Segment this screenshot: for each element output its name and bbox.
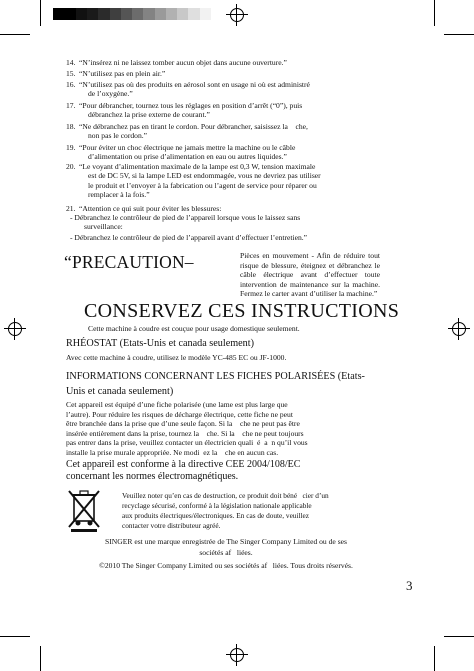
polarized-line: l’autre). Pour réduire les risques de décharge électrique, cette fiche ne peut [66,409,293,419]
registration-mark-bottom [226,644,248,666]
safety-item-line: “Pour éviter un choc électrique ne jamais mettre la machine ou le câble [79,143,296,152]
safety-item [66,80,378,99]
safety-item-line: remplacer à la fois.” [88,189,150,199]
safety-item-line: non pas le cordon.” [88,131,148,141]
color-swatch [53,8,64,20]
color-swatch [166,8,177,20]
directive-line: Cet appareil est conforme à la directive CEE 2004/108/EC [66,459,301,470]
polarized-line: insérée entièrement dans la prise, tournez la che. Si la che ne peut toujours [66,428,304,438]
conservez-subtitle: Cette machine à coudre est couçue pour usage domestique seulement. [88,324,300,333]
polarized-text [66,400,386,458]
registration-mark-top [226,4,248,26]
safety-item-line: “N’utilisez pas où des produits en aérosol sont en usage ni où est administré [79,80,310,89]
rheostat-text: Avec cette machine à coudre, utilisez le modèle YC-485 EC ou JF-1000. [66,353,287,362]
polarized-line: pas entrer dans la prise, veuillez contacter un électricien quali é a n qu’il vous [66,438,308,448]
color-swatch [155,8,166,20]
color-swatch [211,8,222,20]
safety-item-line: “Attention ce qui suit pour éviter les blessures: [79,204,222,213]
crop-mark [40,0,41,26]
registration-mark-right [448,318,470,340]
safety-item-line: “N’insérez ni ne laissez tomber aucun objet dans aucune ouverture.” [79,58,287,67]
crop-mark [434,646,435,671]
safety-item-number: 19. [66,143,76,152]
safety-item-line: “Pour débrancher, tournez tous les réglages en position d’arrêt (“0”), puis [79,101,303,110]
safety-item [66,162,378,199]
safety-item [66,58,378,67]
color-swatch [177,8,188,20]
safety-item-number: 21. [66,204,76,213]
crop-mark [0,34,30,35]
directive-line: concernant les normes électromagnétiques. [66,470,239,482]
crop-mark [434,0,435,26]
color-calibration-bar [42,8,222,20]
trademark-line: SINGER est une marque enregistrée de The Singer Company Limited ou de ses [105,537,347,546]
weee-line: Veuillez noter qu’en cas de destruction, ce produit doit béné cier d’un [122,491,329,500]
safety-item [66,143,378,162]
color-swatch [110,8,121,20]
safety-item-number: 18. [66,122,76,131]
safety-item-line: “Le voyant d’alimentation maximale de la lampe est 0,3 W, tension maximale [79,162,316,171]
dash-item-line: - Débranchez le contrôleur de pied de l’appareil lorsque vous le laissez sans [70,213,301,222]
precaution-title: “PRECAUTION– [64,252,194,272]
polarized-line: Cet appareil est équipé d’une fiche polarisée (une lame est plus large que [66,400,288,409]
safety-item [66,122,378,141]
safety-item [66,204,378,213]
dash-item [70,213,380,232]
safety-item-number: 14. [66,58,76,67]
conservez-title: CONSERVEZ CES INSTRUCTIONS [84,300,400,322]
color-swatch [76,8,87,20]
directive-statement [66,459,384,482]
safety-item-number: 15. [66,69,76,78]
safety-item-line: “Ne débranchez pas en tirant le cordon. Pour débrancher, saisissez la che, [79,122,308,131]
rheostat-heading: RHÉOSTAT (Etats-Unis et canada seulement) [66,338,254,349]
crop-mark [40,646,41,671]
crossed-out-wheelie-bin-icon [66,489,102,533]
dash-item-line: - Débranchez le contrôleur de pied de l’appareil avant d’effectuer l’entretien.” [70,233,308,242]
polarized-heading-line: Unis et canada seulement) [66,386,174,397]
page-number: 3 [406,578,413,593]
safety-item-line: est de DC 5V, si la lampe LED est endommagée, vous ne devriez pas utiliser [88,171,321,181]
dash-item [70,233,380,242]
color-swatch [65,8,76,20]
weee-line: contacter votre distributeur agréé. [122,521,221,530]
safety-item-line: d’alimentation ou prise d’alimentation en eau ou autres liquides.” [88,152,287,162]
weee-line: recyclage sécurisé, conformé à la législation nationale applicable [122,501,312,510]
polarized-line: installe la prise murale appropriée. Ne modi ez la che en aucun cas. [66,447,279,457]
safety-item [66,101,378,120]
color-swatch [87,8,98,20]
safety-item-line: de l’oxygène.” [88,89,133,99]
precaution-text: Pièces en mouvement - Afin de réduire tout risque de blessure, éteignez et débranchez le câble électrique avant d’effectuer toute intervention de maintenance sur la machine. Fermez le carter avant d’utiliser la machine.” [240,251,380,298]
color-swatch [98,8,109,20]
dash-item-line: surveillance: [84,222,123,232]
trademark-line-2: sociétés af liées. [199,548,253,557]
crop-mark [444,636,474,637]
registration-mark-left [4,318,26,340]
copyright-line: ©2010 The Singer Company Limited ou ses sociétés af liées. Tous droits réservés. [99,561,353,570]
weee-text [122,491,382,531]
safety-item-number: 17. [66,101,76,110]
crop-mark [0,636,30,637]
color-swatch [132,8,143,20]
weee-line: aux produits électriques/électroniques. En cas de doute, veuillez [122,511,310,520]
color-swatch [188,8,199,20]
crop-mark [444,34,474,35]
safety-item [66,69,378,78]
safety-item-line: “N’utilisez pas en plein air.” [79,69,166,78]
safety-item-number: 20. [66,162,76,171]
color-swatch [42,8,53,20]
safety-item-line: le produit et l’envoyer à la fabrication ou l’agent de service pour réparer ou [88,180,317,190]
polarized-heading [66,369,386,399]
safety-item-number: 16. [66,80,76,89]
color-swatch [143,8,154,20]
color-swatch [121,8,132,20]
safety-item-line: débranchez la prise externe de courant.” [88,110,210,120]
polarized-line: être branchée dans la prise que d’une seule façon. Si la che ne peut pas être [66,419,300,429]
color-swatch [200,8,211,20]
polarized-heading-line: INFORMATIONS CONCERNANT LES FICHES POLARISÉES (Etats- [66,371,365,382]
